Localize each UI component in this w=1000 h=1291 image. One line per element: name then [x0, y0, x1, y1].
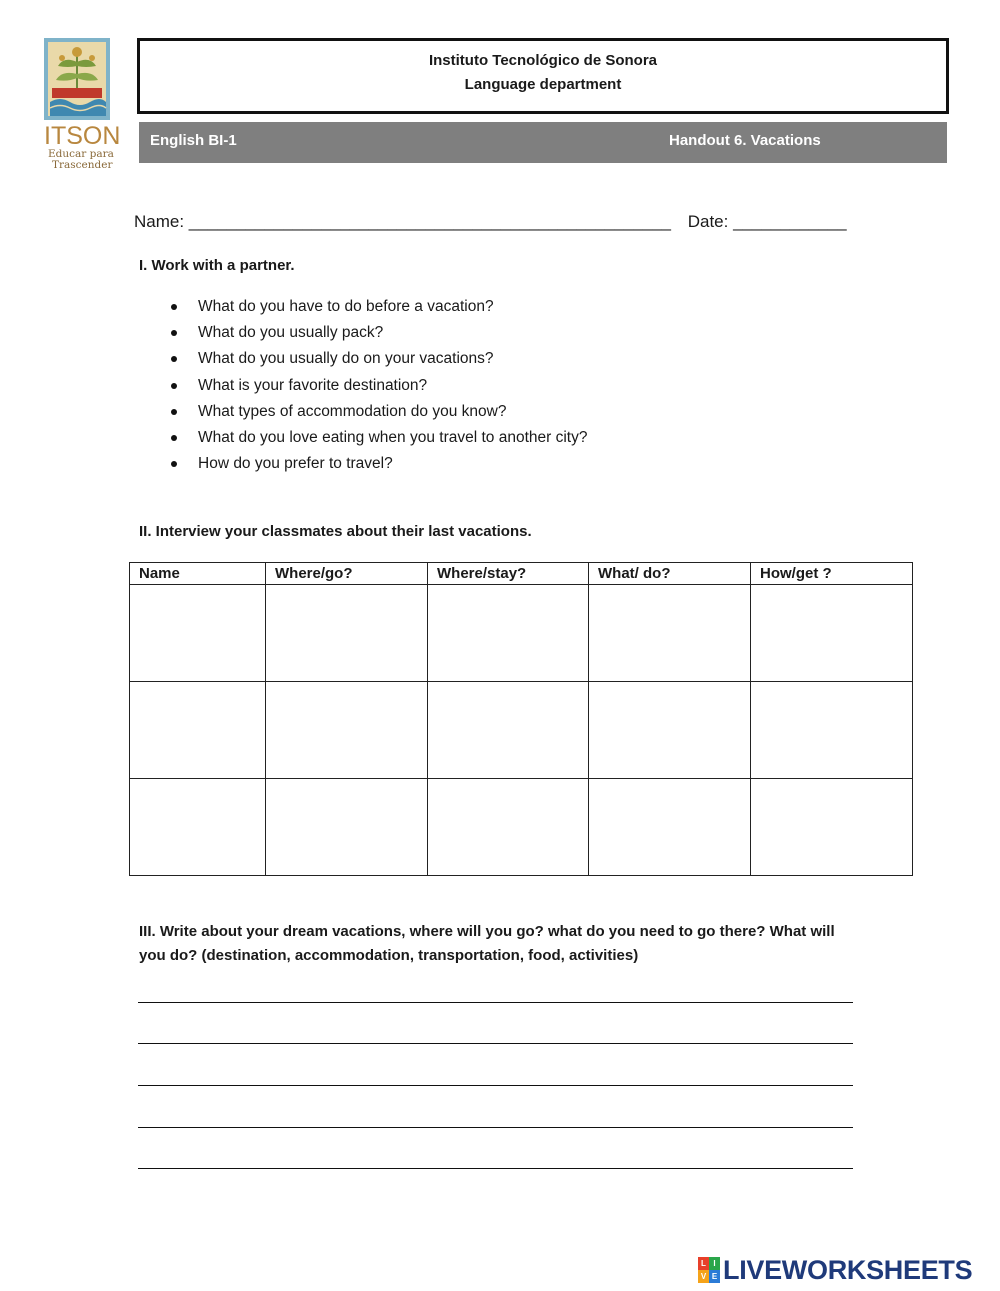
writing-line[interactable] [138, 1168, 853, 1169]
section1-heading: I. Work with a partner. [139, 257, 295, 274]
table-cell[interactable] [751, 585, 913, 682]
column-header-where-stay: Where/stay? [428, 563, 589, 585]
logo-tagline-line2: Trascender [52, 159, 113, 171]
list-item [168, 376, 587, 402]
table-cell[interactable] [751, 779, 913, 876]
table-cell[interactable] [751, 682, 913, 779]
writing-line[interactable] [138, 1085, 853, 1086]
table-cell[interactable] [589, 779, 751, 876]
list-item [168, 454, 587, 480]
table-row [130, 682, 913, 779]
list-item [168, 323, 587, 349]
bullet-icon [171, 461, 177, 467]
table-header-row [130, 563, 913, 585]
date-field[interactable]: Date: ____________ [687, 212, 847, 231]
interview-table [129, 562, 913, 876]
question-text: What do you usually do on your vacations? [198, 350, 494, 368]
bullet-icon [171, 330, 177, 336]
table-cell[interactable] [589, 682, 751, 779]
logo-tagline-line1: Educar para [48, 148, 114, 160]
table-cell[interactable] [589, 585, 751, 682]
writing-line[interactable] [138, 1127, 853, 1128]
liveworksheets-brand [698, 1256, 972, 1284]
logo-wordmark: ITSON [44, 122, 121, 150]
name-date-row [134, 212, 847, 232]
badge-letter: L [698, 1257, 709, 1270]
column-header-name: Name [130, 563, 266, 585]
name-field[interactable]: Name: ___________________________________________________ [134, 212, 671, 231]
question-text: What do you have to do before a vacation? [198, 298, 494, 315]
list-item [168, 297, 587, 323]
itson-logo [44, 38, 121, 171]
table-cell[interactable] [428, 585, 589, 682]
column-header-what-do: What/ do? [589, 563, 751, 585]
handout-title: Handout 6. Vacations [669, 132, 821, 149]
table-cell[interactable] [266, 585, 428, 682]
table-cell[interactable] [130, 779, 266, 876]
institution-name: Instituto Tecnológico de Sonora [428, 52, 658, 69]
question-text: What types of accommodation do you know? [198, 402, 507, 420]
itson-emblem-icon [44, 38, 110, 120]
department-name: Language department [464, 76, 622, 93]
writing-line[interactable] [138, 1043, 853, 1044]
question-text: How do you prefer to travel? [198, 455, 393, 473]
table-cell[interactable] [130, 585, 266, 682]
section3-heading: III. Write about your dream vacations, where will you go? what do you need to go there? What will you do? (destination, accommodation, transportation, food, activities) [139, 923, 835, 964]
table-cell[interactable] [428, 779, 589, 876]
liveworksheets-wordmark: LIVEWORKSHEETS [723, 1254, 973, 1285]
list-item [168, 349, 587, 375]
question-text: What is your favorite destination? [198, 376, 428, 394]
table-cell[interactable] [428, 682, 589, 779]
column-header-where-go: Where/go? [266, 563, 428, 585]
bullet-icon [171, 304, 177, 310]
question-text: What do you love eating when you travel to another city? [198, 428, 588, 446]
bullet-icon [171, 383, 177, 389]
list-item [168, 428, 587, 454]
bullet-icon [171, 435, 177, 441]
writing-line[interactable] [138, 1002, 853, 1003]
table-cell[interactable] [266, 779, 428, 876]
course-bar [139, 122, 947, 163]
question-list [168, 297, 587, 480]
table-cell[interactable] [266, 682, 428, 779]
bullet-icon [171, 356, 177, 362]
liveworksheets-logo-icon [698, 1257, 720, 1283]
section2-heading: II. Interview your classmates about their last vacations. [139, 523, 532, 540]
institution-header [137, 38, 949, 114]
bullet-icon [171, 409, 177, 415]
list-item [168, 402, 587, 428]
badge-letter: V [698, 1270, 709, 1283]
course-label: English BI-1 [150, 132, 237, 149]
badge-letter: E [709, 1270, 720, 1283]
table-row [130, 779, 913, 876]
badge-letter: I [709, 1257, 720, 1270]
question-text: What do you usually pack? [198, 324, 384, 342]
logo-tagline [44, 149, 114, 171]
table-row [130, 585, 913, 682]
column-header-how-get: How/get ? [751, 563, 913, 585]
table-cell[interactable] [130, 682, 266, 779]
